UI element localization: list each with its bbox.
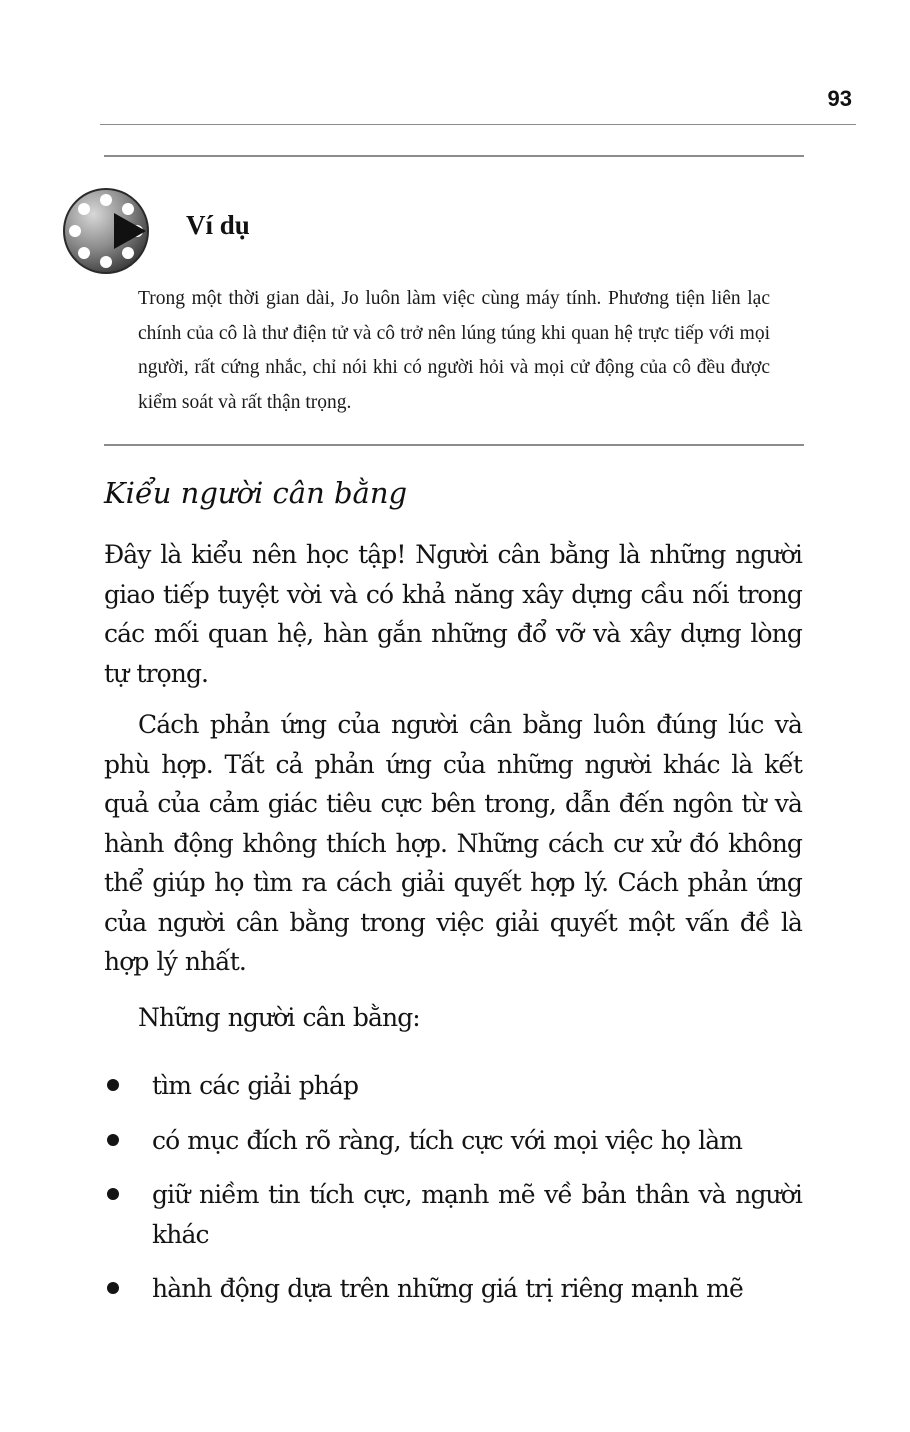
list-item	[104, 1269, 802, 1309]
page-number: 93	[827, 86, 852, 111]
example-title: Ví dụ	[186, 210, 250, 240]
list-item-text: có mục đích rõ ràng, tích cực với mọi việc họ làm	[152, 1125, 743, 1155]
example-body-text: Trong một thời gian dài, Jo luôn làm việc cùng máy tính. Phương tiện liên lạc chính của cô là thư điện tử và cô trở nên lúng túng khi quan hệ trực tiếp với mọi người, rất cứng nhắc, chỉ nói khi có người hỏi và mọi cử động của cô đều được kiểm soát và rất thận trọng.	[138, 288, 770, 413]
bullet-icon	[107, 1282, 119, 1294]
section-heading: Kiểu người cân bằng	[104, 476, 408, 510]
traits-list	[104, 1066, 802, 1324]
list-item-text: tìm các giải pháp	[152, 1071, 359, 1100]
paragraph-intro: Đây là kiểu nên học tập! Người cân bằng là những người giao tiếp tuyệt vời và có khả năng xây dựng cầu nối trong các mối quan hệ, hàn gắn những đổ vỡ và xây dựng lòng tự trọng.	[104, 540, 802, 688]
list-item	[104, 1175, 802, 1254]
bullet-icon	[107, 1079, 119, 1091]
paragraph-list-lead: Những người cân bằng:	[138, 1003, 420, 1032]
list-item-text: giữ niềm tin tích cực, mạnh mẽ về bản thân và người khác	[152, 1180, 802, 1249]
example-box-bottom-rule	[104, 444, 804, 446]
header-divider	[100, 124, 856, 125]
paragraph-reaction: Cách phản ứng của người cân bằng luôn đúng lúc và phù hợp. Tất cả phản ứng của những người khác là kết quả của cảm giác tiêu cực bên trong, dẫn đến ngôn từ và hành động không thích hợp. Những cách cư xử đó không thể giúp họ tìm ra cách giải quyết hợp lý. Cách phản ứng của người cân bằng trong việc giải quyết một vấn đề là hợp lý nhất.	[104, 710, 802, 976]
list-item-text: hành động dựa trên những giá trị riêng mạnh mẽ	[152, 1274, 743, 1303]
list-item	[104, 1066, 802, 1106]
list-item	[104, 1121, 802, 1161]
film-reel-play-icon	[62, 187, 150, 275]
bullet-icon	[107, 1188, 119, 1200]
bullet-icon	[107, 1134, 119, 1146]
example-box-top-rule	[104, 155, 804, 157]
